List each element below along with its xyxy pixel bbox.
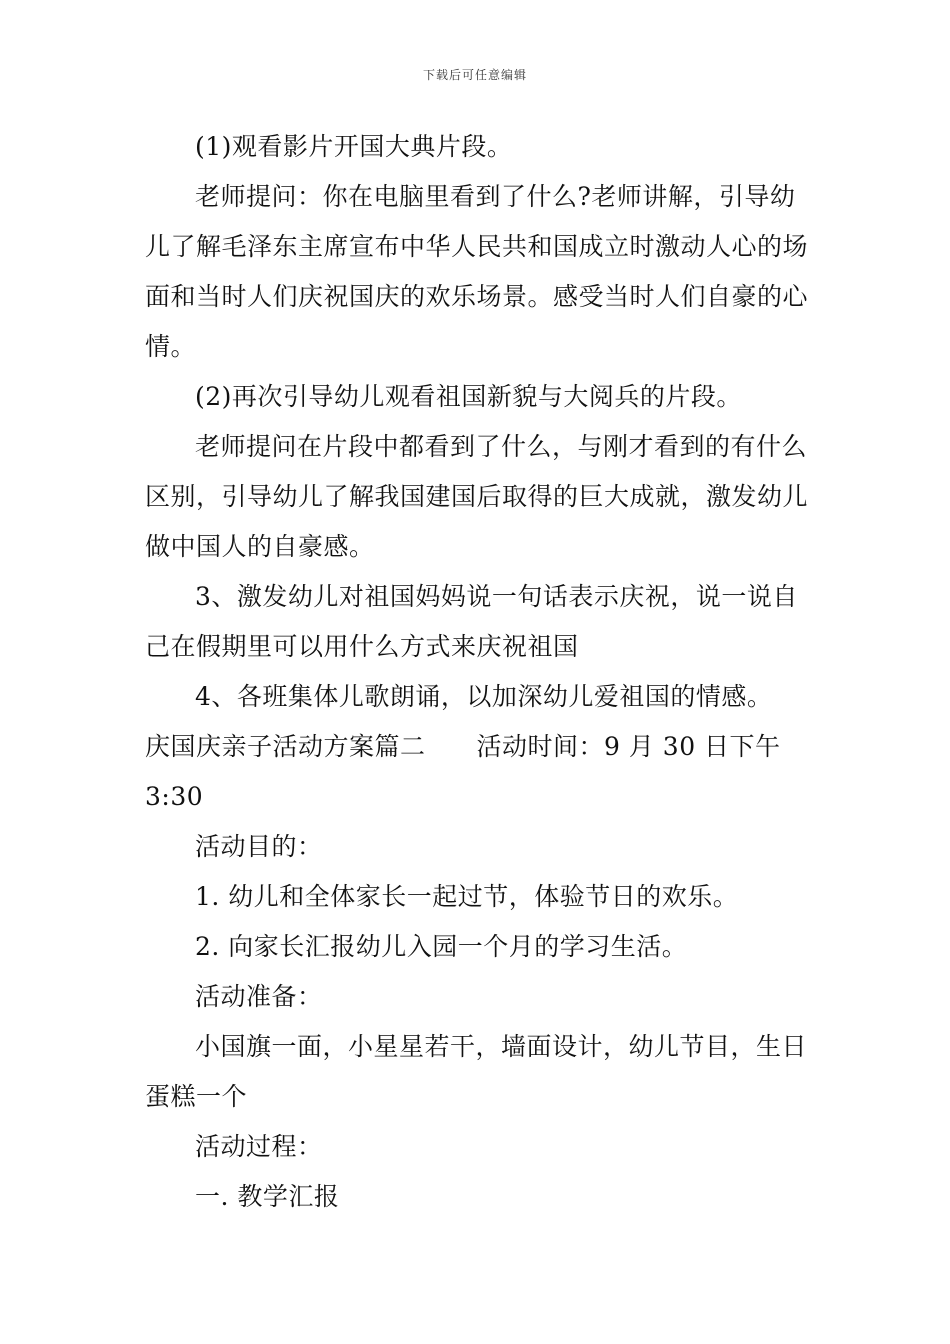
section-title-plan-two: 庆国庆亲子活动方案篇二 活动时间：9 月 30 日下午 3:30 bbox=[145, 732, 781, 811]
heading-activity-process: 活动过程： bbox=[195, 1132, 323, 1161]
goal-item-1: 1. 幼儿和全体家长一起过节，体验节日的欢乐。 bbox=[195, 882, 739, 911]
preparation-list: 小国旗一面，小星星若干，墙面设计，幼儿节目，生日蛋糕一个 bbox=[145, 1032, 808, 1111]
heading-activity-preparation: 活动准备： bbox=[195, 982, 323, 1011]
paragraph-step-4: 4、各班集体儿歌朗诵，以加深幼儿爱祖国的情感。 bbox=[195, 682, 773, 711]
paragraph-step-3: 3、激发幼儿对祖国妈妈说一句话表示庆祝，说一说自己在假期里可以用什么方式来庆祝祖国 bbox=[145, 582, 798, 661]
paragraph-teacher-question-2: 老师提问在片段中都看到了什么，与刚才看到的有什么区别，引导幼儿了解我国建国后取得的巨大成就，激发幼儿做中国人的自豪感。 bbox=[145, 432, 809, 561]
header-note: 下载后可任意编辑 bbox=[422, 68, 527, 82]
paragraph-watch-founding-ceremony: (1)观看影片开国大典片段。 bbox=[195, 132, 513, 161]
heading-activity-goals: 活动目的： bbox=[195, 832, 323, 861]
paragraph-teacher-question-1: 老师提问：你在电脑里看到了什么?老师讲解，引导幼儿了解毛泽东主席宣布中华人民共和国成立时激动人心的场面和当时人们庆祝国庆的欢乐场景。感受当时人们自豪的心情。 bbox=[145, 182, 809, 361]
document-body bbox=[145, 122, 810, 1222]
goal-item-2: 2. 向家长汇报幼儿入园一个月的学习生活。 bbox=[195, 932, 688, 961]
paragraph-watch-parade: (2)再次引导幼儿观看祖国新貌与大阅兵的片段。 bbox=[195, 382, 742, 411]
process-step-1: 一. 教学汇报 bbox=[195, 1182, 340, 1211]
